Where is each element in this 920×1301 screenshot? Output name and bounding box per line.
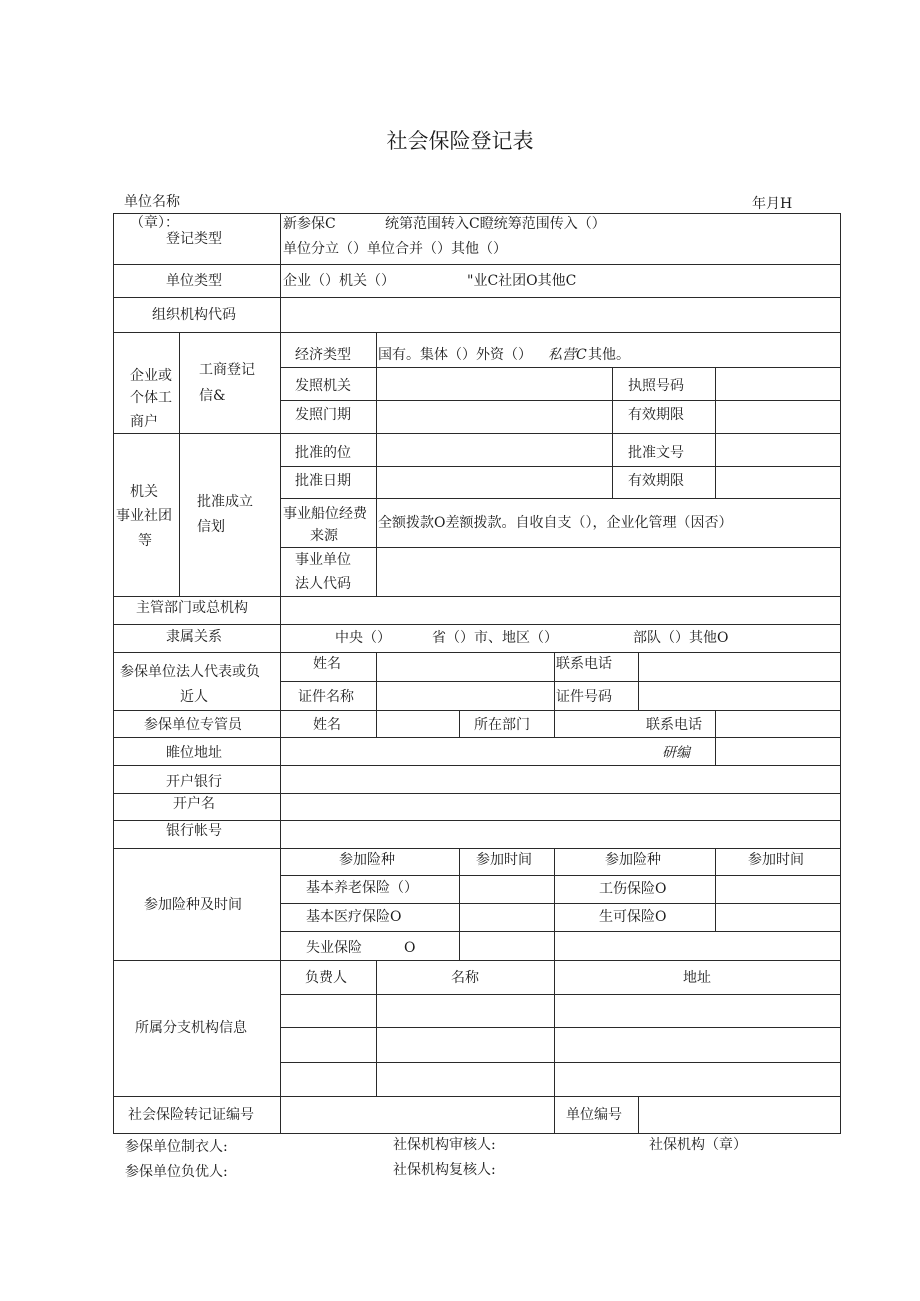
insurance-medical: 基本医疗保险O <box>306 909 402 925</box>
reg-type-options: 单位分立（）单位合并（）其他（） <box>283 241 507 257</box>
footer-head: 参保单位负优人: <box>125 1164 228 1180</box>
date-label: 年月H <box>752 196 793 212</box>
affiliation-army: 部队（）其他O <box>633 630 729 646</box>
unit-no-label: 单位编号 <box>566 1107 622 1123</box>
license-date-label: 发照门期 <box>295 407 351 423</box>
footer-maker: 参保单位制衣人: <box>125 1139 228 1155</box>
authority-label: 主管部门或总机构 <box>136 600 248 616</box>
legal-rep-label-1: 参保单位法人代表或负 <box>120 664 260 680</box>
insurance-col-time-2: 参加时间 <box>748 852 804 868</box>
unit-address-label: 睢位地址 <box>166 745 222 761</box>
page-title: 社会保险登记表 <box>386 129 534 153</box>
license-validity-label: 有效期限 <box>628 407 684 423</box>
insurance-maternity: 生可保险O <box>599 909 667 925</box>
insurance-injury: 工伤保险O <box>599 881 667 897</box>
affiliation-label: 隶属关系 <box>166 629 222 645</box>
legal-rep-id-type-label: 证件名称 <box>298 689 354 705</box>
approve-doc-label: 批准文号 <box>628 445 684 461</box>
account-no-label: 银行帐号 <box>166 823 222 839</box>
unit-type-options-b: "业C社团O其他C <box>467 273 577 289</box>
insurance-col-time: 参加时间 <box>476 852 532 868</box>
branch-label: 所属分支机构信息 <box>135 1020 247 1036</box>
econ-type-options-a: 国有。集体（）外资（） <box>378 347 532 363</box>
legal-rep-name-label: 姓名 <box>313 656 341 672</box>
insurance-col-type-2: 参加险种 <box>605 852 661 868</box>
bank-name-label: 开户银行 <box>166 774 222 790</box>
approval-info-label-1: 批准成立 <box>197 494 253 510</box>
footer-rechecker: 社保机构复核人: <box>393 1162 496 1178</box>
reg-type-transfer: 统第范围转入C瞪统筹范围传入（） <box>385 216 606 232</box>
insurance-pension: 基本养老保险（） <box>306 880 418 896</box>
legal-rep-label-2: 近人 <box>180 689 208 705</box>
enterprise-label-1: 企业或 <box>130 368 172 384</box>
license-no-label: 执照号码 <box>628 378 684 394</box>
fund-source-label-1: 事业船位经费 <box>283 506 367 522</box>
footer-seal: 社保机构（章） <box>649 1137 747 1153</box>
institution-label-3: 等 <box>138 533 152 549</box>
unit-type-options-a: 企业（）机关（） <box>283 273 395 289</box>
specialist-dept-label: 所在部门 <box>474 717 530 733</box>
fund-source-label-2: 来源 <box>310 528 338 544</box>
institution-label-1: 机关 <box>130 484 158 500</box>
insurance-unemployment-mark: O <box>404 940 416 956</box>
business-reg-label-1: 工商登记 <box>199 362 255 378</box>
institution-label-2: 事业社团 <box>116 508 172 524</box>
branch-col-name: 名称 <box>451 970 479 986</box>
branch-col-address: 地址 <box>683 970 711 986</box>
legal-code-label-1: 事业单位 <box>295 552 351 568</box>
insurance-unemployment: 失业保险 <box>306 940 362 956</box>
insurance-label: 参加险种及时间 <box>144 897 242 913</box>
econ-type-options-b: 私营C <box>548 347 587 363</box>
unit-name-label: 单位名称 <box>124 194 180 210</box>
branch-col-person: 负费人 <box>305 970 347 986</box>
enterprise-label-3: 商户 <box>130 414 158 430</box>
org-code-label: 组织机构代码 <box>152 307 236 323</box>
postcode-label: 研编 <box>662 745 690 761</box>
unit-type-label: 单位类型 <box>166 273 222 289</box>
account-name-label: 开户名 <box>173 796 215 812</box>
approval-info-label-2: 信划 <box>197 519 225 535</box>
specialist-name-label: 姓名 <box>313 717 341 733</box>
reg-type-new: 新参保C <box>283 216 336 232</box>
approve-date-label: 批准日期 <box>295 473 351 489</box>
enterprise-label-2: 个体工 <box>130 390 172 406</box>
legal-rep-phone-label: 联系电话 <box>556 656 612 672</box>
business-reg-label-2: 信& <box>199 388 226 404</box>
affiliation-province: 省（）市、地区（） <box>432 630 558 646</box>
insurance-col-type: 参加险种 <box>339 852 395 868</box>
approve-unit-label: 批准的位 <box>295 445 351 461</box>
econ-type-label: 经济类型 <box>295 347 351 363</box>
footer-reviewer: 社保机构审核人: <box>393 1137 496 1153</box>
reg-type-label: 登记类型 <box>166 231 222 247</box>
seal-note: （章）： <box>130 215 179 231</box>
fund-source-options: 全额拨款O差额拨款。自收自支（），企业化管理（因否） <box>378 515 733 531</box>
legal-code-label-2: 法人代码 <box>295 576 351 592</box>
specialist-label: 参保单位专管员 <box>144 717 242 733</box>
legal-rep-id-no-label: 证件号码 <box>556 689 612 705</box>
cert-no-label: 社会保险转记证编号 <box>128 1107 254 1123</box>
approve-validity-label: 有效期限 <box>628 473 684 489</box>
specialist-phone-label: 联系电话 <box>646 717 702 733</box>
econ-type-options-c: 其他。 <box>588 347 630 363</box>
affiliation-central: 中央（） <box>335 630 391 646</box>
license-org-label: 发照机关 <box>295 378 351 394</box>
